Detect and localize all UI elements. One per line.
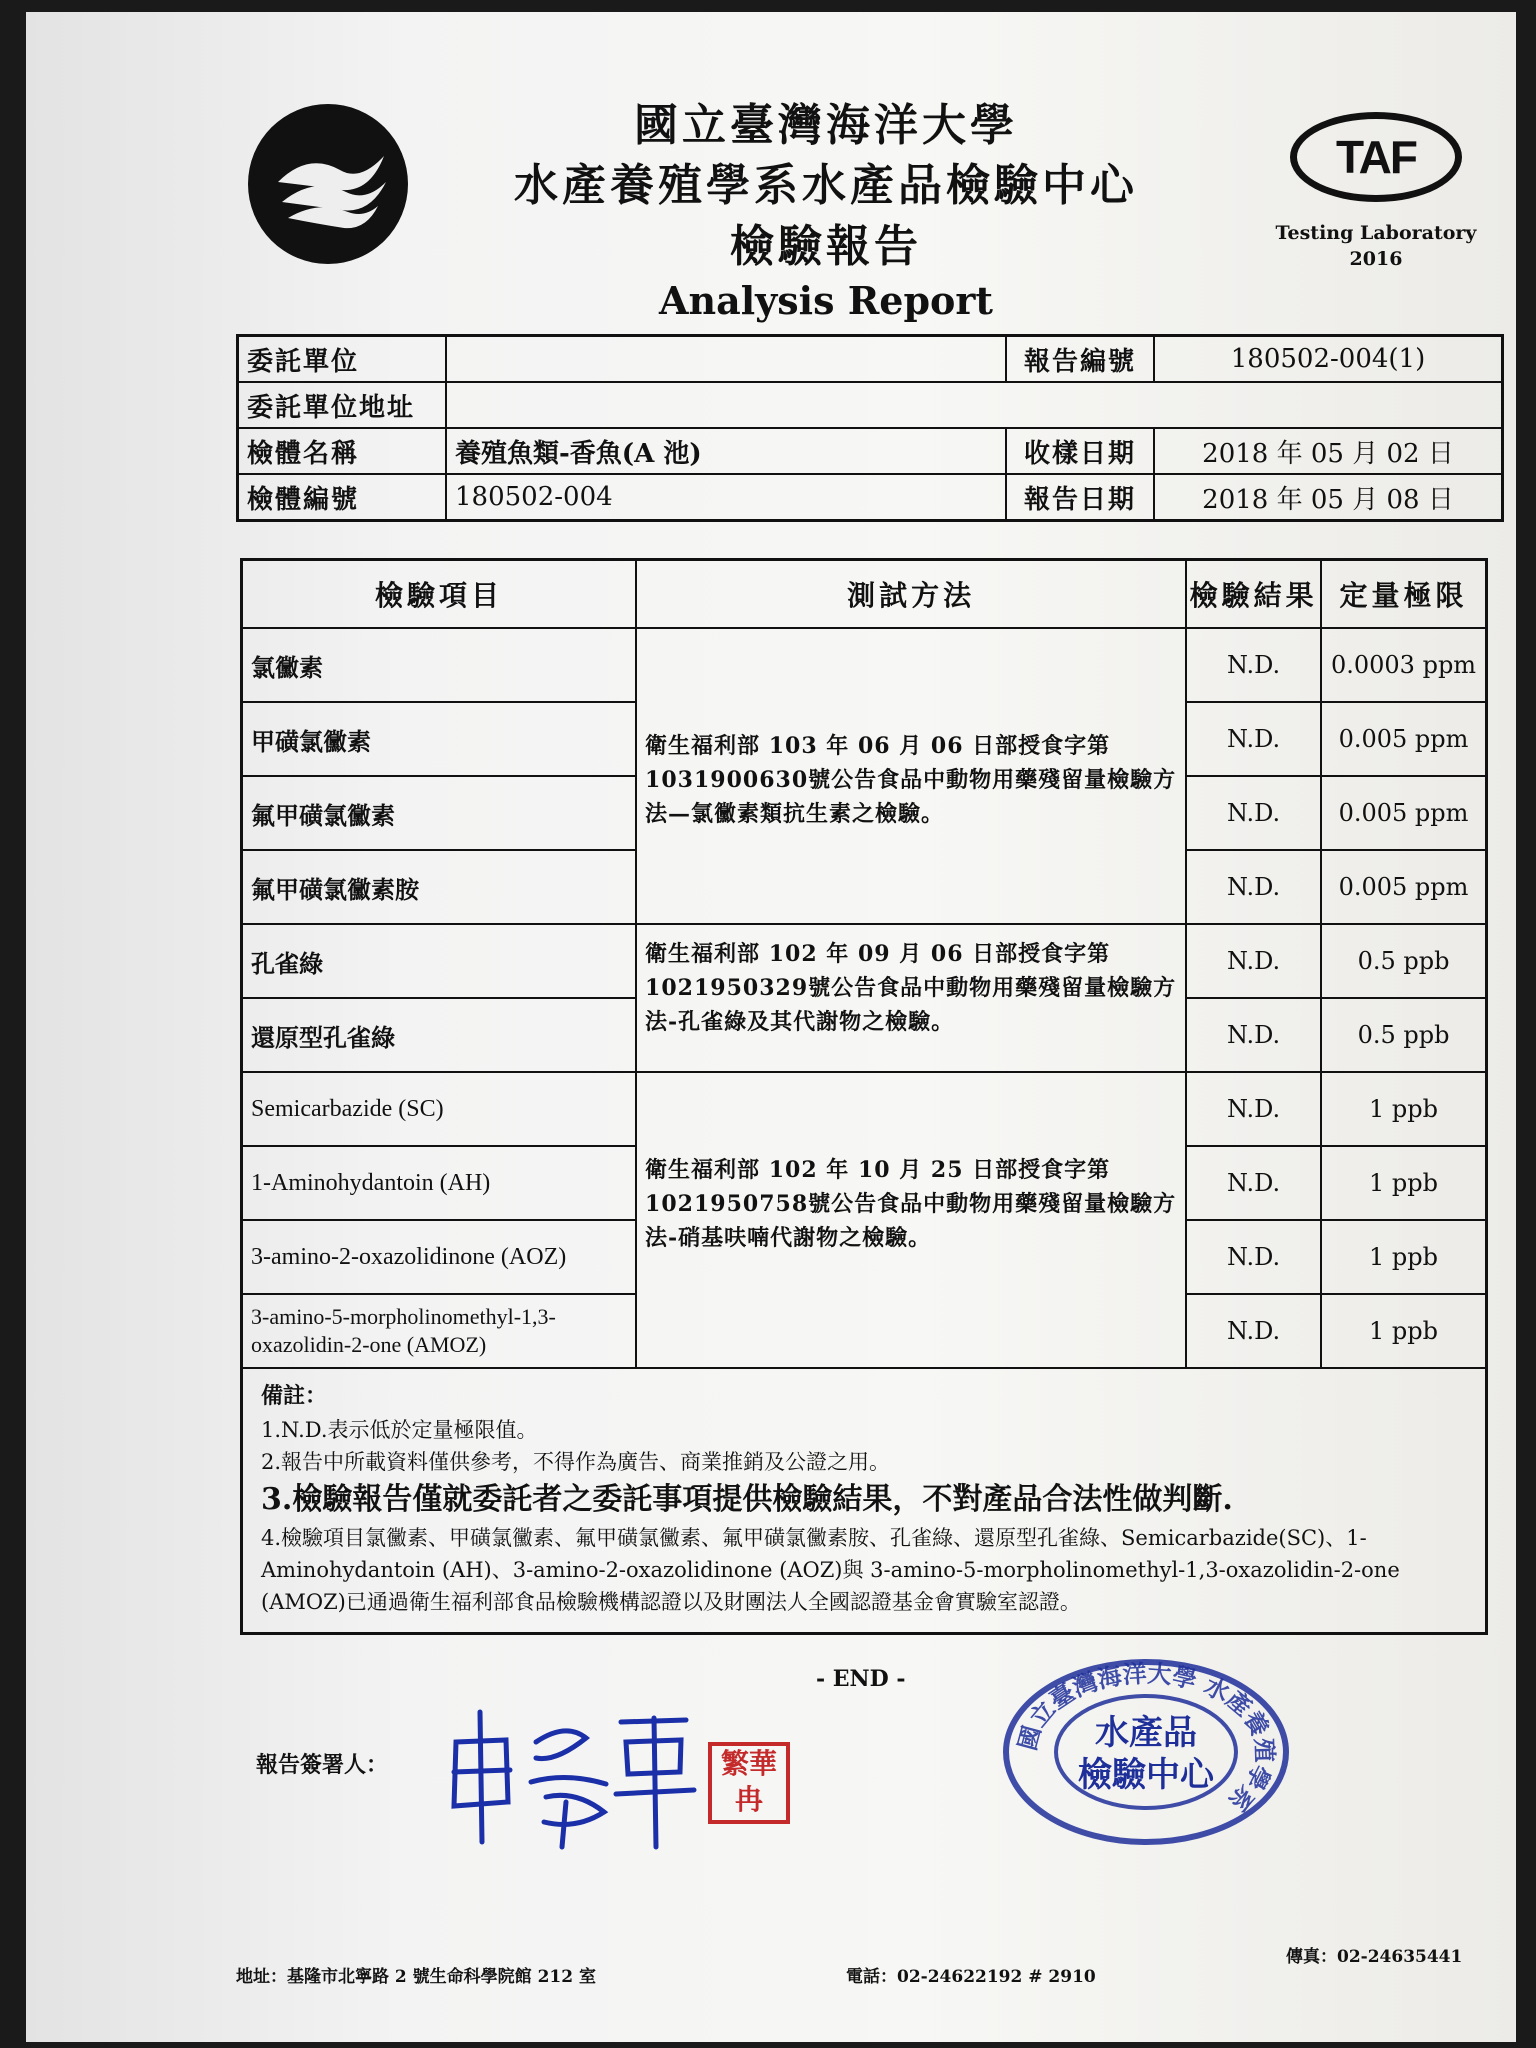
- document-title: 檢驗報告: [730, 221, 922, 272]
- result-value: N.D.: [1186, 850, 1321, 924]
- item-name: 3-amino-2-oxazolidinone (AOZ): [242, 1220, 637, 1294]
- result-value: N.D.: [1186, 1146, 1321, 1220]
- note-item: 4.檢驗項目氯黴素、甲磺氯黴素、氟甲磺氯黴素、氟甲磺氯黴素胺、孔雀綠、還原型孔雀綠、Semicarbazide(SC)、1-Aminohydantoin (AH)、3-amino-2-oxazolidinone (AOZ)與 3-amino-5-morpholinomethyl-1,3-oxazolidin-2-one (AMOZ)已通過衛生福利部食品檢驗機構認證以及財團法人全國認證基金會實驗室認證。: [261, 1526, 1400, 1614]
- note-item: 1.N.D.表示低於定量極限值。: [261, 1418, 538, 1442]
- item-name: 氟甲磺氯黴素: [242, 776, 637, 850]
- address-value: [446, 382, 1503, 428]
- inspection-center-stamp: [996, 1652, 1296, 1856]
- notes-title: 備註：: [261, 1383, 328, 1409]
- note-item: 2.報告中所載資料僅供參考，不得作為廣告、商業推銷及公證之用。: [261, 1450, 891, 1474]
- client-value: [446, 336, 1006, 383]
- item-name: Semicarbazide (SC): [242, 1072, 637, 1146]
- document-title-en: Analysis Report: [659, 278, 993, 323]
- client-info-table: [236, 334, 1504, 522]
- signer-label: 報告簽署人：: [256, 1752, 389, 1778]
- taf-accreditation-mark: [1266, 112, 1486, 272]
- sample-name-label: 檢體名稱: [238, 428, 447, 474]
- report-title-block: [446, 96, 1206, 324]
- note-item: 3.檢驗報告僅就委託者之委託事項提供檢驗結果，不對產品合法性做判斷.: [261, 1482, 1233, 1517]
- result-value: N.D.: [1186, 998, 1321, 1072]
- department-name: 水產養殖學系水產品檢驗中心: [514, 160, 1138, 211]
- footer-phone: 電話：02-24622192 # 2910: [846, 1967, 1096, 1987]
- header-method: 測試方法: [636, 560, 1186, 629]
- taf-logo-icon: TAF: [1290, 112, 1462, 202]
- table-row: [242, 924, 1487, 998]
- result-value: N.D.: [1186, 924, 1321, 998]
- result-value: N.D.: [1186, 702, 1321, 776]
- table-row: [242, 1072, 1487, 1146]
- footer-fax: 傳真：02-24635441: [1286, 1947, 1463, 1967]
- item-name: 3-amino-5-morpholinomethyl-1,3-oxazolidin-2-one (AMOZ): [242, 1294, 637, 1368]
- report-paper: [26, 12, 1516, 2042]
- received-date-label: 收樣日期: [1006, 428, 1154, 474]
- method-text: 衛生福利部 102 年 09 月 06 日部授食字第1021950329號公告食品中動物用藥殘留量檢驗方法-孔雀綠及其代謝物之檢驗。: [636, 924, 1186, 1072]
- result-value: N.D.: [1186, 776, 1321, 850]
- address-label: 委託單位地址: [238, 382, 447, 428]
- university-name: 國立臺灣海洋大學: [634, 100, 1018, 151]
- limit-value: 0.005 ppm: [1321, 776, 1486, 850]
- signer-seal: 繁華冉: [708, 1742, 790, 1824]
- results-table: [240, 558, 1488, 1635]
- report-date-label: 報告日期: [1006, 474, 1154, 521]
- report-no-value: 180502-004(1): [1154, 336, 1503, 383]
- limit-value: 0.5 ppb: [1321, 998, 1486, 1072]
- limit-value: 1 ppb: [1321, 1294, 1486, 1368]
- result-value: N.D.: [1186, 628, 1321, 702]
- university-logo-icon: [248, 104, 408, 264]
- item-name: 甲磺氯黴素: [242, 702, 637, 776]
- end-mark: - END -: [816, 1666, 906, 1692]
- header-result: 檢驗結果: [1186, 560, 1321, 629]
- item-name: 氯黴素: [242, 628, 637, 702]
- limit-value: 1 ppb: [1321, 1072, 1486, 1146]
- report-no-label: 報告編號: [1006, 336, 1154, 383]
- limit-value: 1 ppb: [1321, 1220, 1486, 1294]
- item-name: 氟甲磺氯黴素胺: [242, 850, 637, 924]
- limit-value: 0.005 ppm: [1321, 850, 1486, 924]
- limit-value: 0.5 ppb: [1321, 924, 1486, 998]
- item-name: 還原型孔雀綠: [242, 998, 637, 1072]
- stamp-inner-line-2: 檢驗中心: [1078, 1755, 1214, 1795]
- header-limit: 定量極限: [1321, 560, 1486, 629]
- sample-no-value: 180502-004: [446, 474, 1006, 521]
- header-item: 檢驗項目: [242, 560, 637, 629]
- received-date-value: 2018 年 05 月 02 日: [1154, 428, 1503, 474]
- sample-name-value: 養殖魚類-香魚(A 池): [446, 428, 1006, 474]
- result-value: N.D.: [1186, 1072, 1321, 1146]
- sample-no-label: 檢體編號: [238, 474, 447, 521]
- table-row: [242, 628, 1487, 702]
- result-value: N.D.: [1186, 1220, 1321, 1294]
- method-text: 衛生福利部 102 年 10 月 25 日部授食字第1021950758號公告食品中動物用藥殘留量檢驗方法-硝基呋喃代謝物之檢驗。: [636, 1072, 1186, 1368]
- stamp-outer-text: 國立臺灣海洋大學 水產養殖學系: [1012, 1658, 1280, 1818]
- handwritten-signature-icon: [436, 1702, 706, 1856]
- notes-section: [242, 1368, 1487, 1634]
- result-value: N.D.: [1186, 1294, 1321, 1368]
- footer-address: 地址：基隆市北寧路 2 號生命科學院館 212 室: [236, 1967, 596, 1987]
- report-date-value: 2018 年 05 月 08 日: [1154, 474, 1503, 521]
- client-label: 委託單位: [238, 336, 447, 383]
- limit-value: 0.0003 ppm: [1321, 628, 1486, 702]
- taf-caption-1: Testing Laboratory: [1275, 222, 1477, 244]
- item-name: 1-Aminohydantoin (AH): [242, 1146, 637, 1220]
- item-name: 孔雀綠: [242, 924, 637, 998]
- method-text: 衛生福利部 103 年 06 月 06 日部授食字第1031900630號公告食品中動物用藥殘留量檢驗方法—氯黴素類抗生素之檢驗。: [636, 628, 1186, 924]
- limit-value: 1 ppb: [1321, 1146, 1486, 1220]
- taf-caption-2: 2016: [1349, 248, 1403, 270]
- limit-value: 0.005 ppm: [1321, 702, 1486, 776]
- stamp-inner-line-1: 水產品: [1095, 1713, 1197, 1753]
